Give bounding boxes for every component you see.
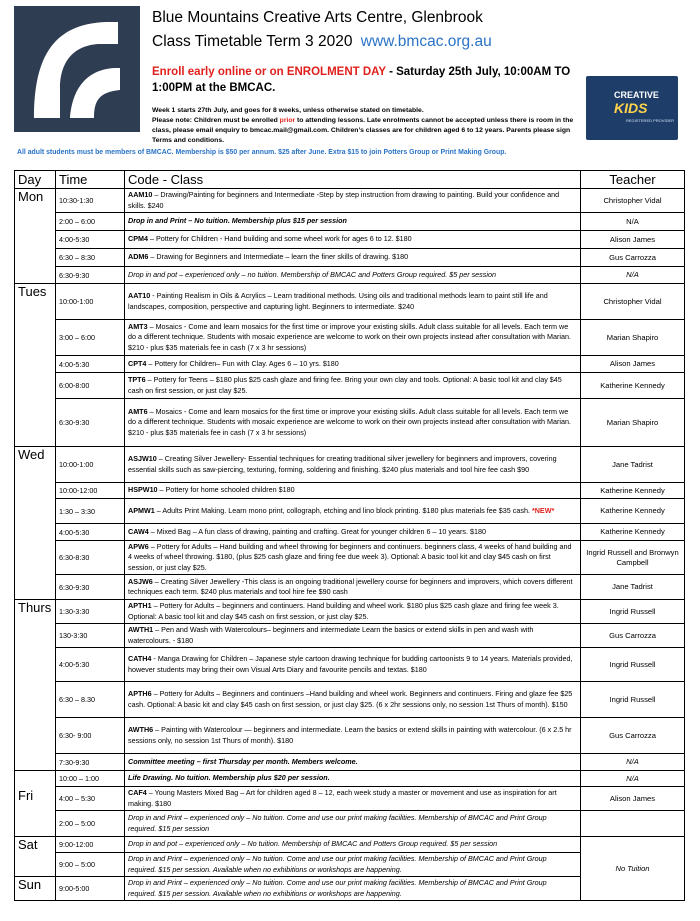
table-row — [15, 231, 685, 249]
time-cell: 4:00-5:30 — [56, 648, 125, 682]
table-row — [15, 320, 685, 356]
time-cell: 1:30-3:30 — [56, 600, 125, 624]
teacher-cell: Marian Shapiro — [581, 320, 685, 356]
membership-note: All adult students must be members of BMCAC. Membership is $50 per annum. $25 after June. Extra $15 to join Potters Group or Print Making Group. — [17, 149, 507, 156]
day-fri: Fri — [15, 771, 56, 837]
class-cell — [125, 624, 581, 648]
table-row — [15, 541, 685, 575]
website-link[interactable]: www.bmcac.org.au — [360, 33, 492, 50]
note-please-part1: Please note: Children must be enrolled — [152, 117, 280, 124]
time-cell: 7:30-9:30 — [56, 754, 125, 771]
class-cell — [125, 447, 581, 483]
class-desc: – Pottery for Adults – Beginners and continuers –Hand building and wheel work. Beginners and continuers. Firing and glaze fee $25 cash. Optional: A basic kit and clay $45 cash on first session, or just clay $25. (6 x 2hr sessions only, no session 1st Thurs of month). $150 — [128, 689, 573, 709]
class-code: ASJW6 — [128, 576, 153, 586]
time-cell: 2:00 – 6:00 — [56, 213, 125, 231]
class-desc: – Drawing/Painting for beginners and Intermediate -Step by step instruction from drawing to painting. Build your confidence and skills. $240 — [128, 190, 560, 210]
bmcac-logo — [14, 6, 140, 132]
time-cell: 1:30 – 3:30 — [56, 499, 125, 524]
class-code: ADM6 — [128, 252, 149, 262]
class-desc: – Pottery for home schooled children $180 — [157, 485, 295, 495]
class-code: AMT6 — [128, 406, 148, 416]
class-code: CAW4 — [128, 526, 149, 536]
table-row — [15, 624, 685, 648]
class-desc: – Creating Silver Jewellery -This class is an ongoing traditional jewellery course for beginners and improvers, which covers different techniques each term. $240 plus materials and tool hire fee $90 cash — [128, 576, 573, 596]
class-desc: - Painting Realism in Oils & Acrylics – Learn traditional methods. Using oils and traditional methods learn to paint still life and landscapes, composition, perspective and capturing light. Beginners to intermediate. $240 — [128, 291, 548, 311]
table-row — [15, 356, 685, 373]
class-desc: – Mixed Bag – A fun class of drawing, painting and crafting. Great for younger children 6 – 10 years. $180 — [148, 526, 486, 536]
table-row — [15, 600, 685, 624]
day-wed: Wed — [15, 447, 56, 600]
table-row — [15, 575, 685, 600]
badge-line2: KIDS — [614, 100, 648, 116]
class-code: TPT6 — [128, 375, 146, 384]
class-cell — [125, 682, 581, 718]
header-time: Time — [56, 171, 125, 189]
teacher-cell: Jane Tadrist — [581, 447, 685, 483]
class-code: APW6 — [128, 541, 149, 551]
teacher-cell — [581, 811, 685, 837]
time-cell: 9:00 – 5:00 — [56, 853, 125, 877]
table-row — [15, 373, 685, 399]
teacher-cell: Katherine Kennedy — [581, 499, 685, 524]
time-cell: 10:00-1:00 — [56, 284, 125, 320]
teacher-cell: Gus Carrozza — [581, 718, 685, 754]
class-desc: – Drawing for Beginners and Intermediate – learn the finer skills of drawing. $180 — [148, 252, 409, 262]
day-thurs: Thurs — [15, 600, 56, 771]
table-row — [15, 399, 685, 447]
class-cell — [125, 231, 581, 249]
page-subtitle — [152, 32, 492, 52]
time-cell: 4:00-5:30 — [56, 356, 125, 373]
class-code: AWTH6 — [128, 725, 154, 734]
class-desc: – Mosaics - Come and learn mosaics for the first time or improve your existing skills. Adult class suitable for all levels. Each term we do a different technique. Students with mosaic experience are welcome to work on their own projects instead after consultation with Marian. $210 - plus $35 materials fee in cash (7 x 3 hr sessions) — [128, 321, 571, 352]
timetable — [14, 170, 685, 901]
header-day: Day — [15, 171, 56, 189]
class-code: CATH4 — [128, 654, 152, 663]
time-cell: 4:00-5:30 — [56, 524, 125, 541]
class-cell — [125, 399, 581, 447]
time-cell: 6:30 – 8.30 — [56, 682, 125, 718]
table-row — [15, 524, 685, 541]
class-desc: – Pottery for Teens – $180 plus $25 cash glaze and firing fee. Bring your own clay and tools. Optional: A basic tool kit and clay $45 cash on first session, or just clay $25. — [128, 375, 562, 395]
teacher-cell: N/A — [581, 267, 685, 284]
badge-line1: CREATIVE — [614, 90, 659, 100]
class-cell: Committee meeting – first Thursday per month. Members welcome. — [125, 754, 581, 771]
teacher-cell: Gus Carrozza — [581, 624, 685, 648]
day-mon: Mon — [15, 189, 56, 284]
table-row — [15, 787, 685, 811]
class-code: AMT3 — [128, 321, 148, 331]
class-cell — [125, 249, 581, 267]
table-row — [15, 267, 685, 284]
class-cell — [125, 483, 581, 499]
time-cell: 3:00 – 6:00 — [56, 320, 125, 356]
enroll-details: - Saturday 25th July, 10:00AM TO 1:00PM at the BMCAC. — [152, 66, 571, 94]
teacher-cell: Ingrid Russell — [581, 682, 685, 718]
table-row — [15, 771, 685, 787]
table-row — [15, 837, 685, 853]
day-sat: Sat — [15, 837, 56, 877]
class-code: CPM4 — [128, 234, 148, 244]
teacher-cell-no-tuition: No Tuition — [581, 837, 685, 901]
class-code: APMW1 — [128, 505, 155, 515]
teacher-cell: N/A — [581, 754, 685, 771]
table-row — [15, 811, 685, 837]
note-week1: Week 1 starts 27th July, and goes for 8 weeks, unless otherwise stated on timetable. — [152, 107, 424, 114]
note-please-part2: to attending lessons. Late enrolments cannot be accepted unless there is room in the class, please email enquiry to bmcac.mail@gmail.com. Children’s classes are for children aged 6 to 12 years. Parents please sign Terms and conditions. — [152, 117, 574, 144]
table-row — [15, 499, 685, 524]
table-row — [15, 682, 685, 718]
time-cell: 6:30-9:30 — [56, 399, 125, 447]
note-please — [152, 116, 584, 146]
class-cell — [125, 575, 581, 600]
class-code: AAM10 — [128, 190, 153, 199]
header-teacher: Teacher — [581, 171, 685, 189]
class-cell: Drop in and pot – experienced only – no tuition. Membership of BMCAC and Potters Group required. $5 per session — [125, 267, 581, 284]
teacher-cell: Christopher Vidal — [581, 284, 685, 320]
class-code: ASJW10 — [128, 454, 157, 463]
time-cell: 6:30- 9:00 — [56, 718, 125, 754]
teacher-cell: Katherine Kennedy — [581, 524, 685, 541]
time-cell: 9:00-12:00 — [56, 837, 125, 853]
class-cell — [125, 499, 581, 524]
class-cell — [125, 600, 581, 624]
class-cell — [125, 648, 581, 682]
teacher-cell: Ingrid Russell and Bronwyn Campbell — [581, 541, 685, 575]
class-desc: – Mosaics - Come and learn mosaics for the first time or improve your existing skills. Adult class suitable for all levels. Each term we do a different technique. Students with mosaic experience are welcome to work on their own projects instead after consultation with Marian. $210 - plus $35 materials fee in cash (7 x 3 hr sessions) — [128, 406, 571, 437]
class-code: HSPW10 — [128, 485, 158, 495]
creative-kids-badge — [586, 76, 678, 140]
teacher-cell: Ingrid Russell — [581, 648, 685, 682]
notes-block — [152, 106, 584, 146]
time-cell: 6:30-8:30 — [56, 541, 125, 575]
day-tues: Tues — [15, 284, 56, 447]
time-cell: 6:30 – 8:30 — [56, 249, 125, 267]
class-cell: Drop in and Print – experienced only – No tuition. Come and use our print making facilities. Membership of BMCAC and Print Group required. $15 per session — [125, 811, 581, 837]
teacher-cell: Alison James — [581, 231, 685, 249]
class-code: CAF4 — [128, 788, 147, 797]
header-code: Code - Class — [125, 171, 581, 189]
time-cell: 4:00 – 5:30 — [56, 787, 125, 811]
teacher-cell: Katherine Kennedy — [581, 483, 685, 499]
class-cell — [125, 356, 581, 373]
page-header — [0, 0, 700, 170]
class-cell — [125, 373, 581, 399]
new-badge: *NEW* — [531, 505, 555, 515]
class-desc: – Pottery for Adults – beginners and continuers. Hand building and wheel work. $180 plus $25 cash glaze and firing fee week 3. Optional: A basic tool kit and clay $45 cash on first session, or just clay $25. — [128, 601, 559, 621]
class-desc: – Creating Silver Jewellery- Essential techniques for creating traditional silver jewellery for beginners and improvers, covering essential skills such as saw-piercing, texturing, forming, soldering and finishing. $240 plus materials and tool hire fee cash $90 — [128, 454, 557, 474]
term-title: Class Timetable Term 3 2020 — [152, 33, 353, 50]
badge-line3: REGISTERED PROVIDER — [626, 118, 675, 123]
teacher-cell: N/A — [581, 771, 685, 787]
table-row — [15, 447, 685, 483]
class-cell — [125, 787, 581, 811]
table-row — [15, 648, 685, 682]
class-cell: Drop in and Print – experienced only – No tuition. Come and use our print making facilities. Membership of BMCAC and Print Group required. $15 per session. Available when no exhibitions or workshops are happening. — [125, 877, 581, 901]
teacher-cell: N/A — [581, 213, 685, 231]
class-cell — [125, 524, 581, 541]
teacher-cell: Jane Tadrist — [581, 575, 685, 600]
class-code: APTH6 — [128, 689, 152, 698]
table-row — [15, 284, 685, 320]
table-row — [15, 718, 685, 754]
time-cell: 130-3:30 — [56, 624, 125, 648]
table-row — [15, 249, 685, 267]
day-sun: Sun — [15, 877, 56, 901]
class-desc: – Painting with Watercolour — beginners and intermediate. Learn the basics or extend skills in painting with watercolour. (6 x 2.5 hr sessions only, no session 1st Thurs of month). $180 — [128, 725, 572, 745]
class-cell: Drop in and Print – experienced only – No tuition. Come and use our print making facilities. Membership of BMCAC and Print Group required. $15 per session. Available when no exhibitions or workshops are happening. — [125, 853, 581, 877]
table-row — [15, 189, 685, 213]
class-cell — [125, 541, 581, 575]
teacher-cell: Christopher Vidal — [581, 189, 685, 213]
class-cell — [125, 189, 581, 213]
enroll-highlight: Enroll early online or on ENROLMENT DAY — [152, 66, 386, 78]
time-cell: 6:30-9:30 — [56, 267, 125, 284]
class-desc: - Manga Drawing for Children – Japanese style cartoon drawing technique for budding cartoonists 9 to 14 years. Materials provided, however students may bring their own Visual Arts Diary and favourite pencils and textas. $180 — [128, 654, 573, 674]
time-cell: 2:00 – 5:00 — [56, 811, 125, 837]
time-cell: 9:00-5:00 — [56, 877, 125, 901]
teacher-cell: Ingrid Russell — [581, 600, 685, 624]
teacher-cell: Marian Shapiro — [581, 399, 685, 447]
table-header-row — [15, 171, 685, 189]
class-cell: Drop in and pot – experienced only – No tuition. Membership of BMCAC and Potters Group required. $5 per session — [125, 837, 581, 853]
page-title: Blue Mountains Creative Arts Centre, Glenbrook — [152, 9, 483, 26]
note-prior: prior — [279, 117, 296, 124]
class-desc: – Young Masters Mixed Bag – Art for children aged 8 – 12, each week study a master or movement and use as inspiration for art making. $180 — [128, 788, 557, 808]
class-code: APTH1 — [128, 601, 152, 610]
time-cell: 10:30-1:30 — [56, 189, 125, 213]
class-desc: – Pottery for Adults – Hand building and wheel throwing for beginners and continuers. beginners class, 4 weeks of hand building and 4 weeks of wheel throwing. $180, (plus $25 cash glaze and firing fee due week 3). Optional: A basic tool kit and clay $45 cash on first session, or just clay $25. — [128, 541, 572, 572]
class-code: AAT10 — [128, 291, 151, 300]
class-desc: – Pottery for Children– Fun with Clay. Ages 6 – 10 yrs. $180 — [146, 358, 339, 368]
class-code: AWTH1 — [128, 625, 154, 634]
table-row — [15, 213, 685, 231]
class-cell — [125, 284, 581, 320]
time-cell: 4:00-5:30 — [56, 231, 125, 249]
class-code: CPT4 — [128, 358, 147, 368]
class-desc: – Adults Print Making. Learn mono print, collograph, etching and lino block printing. $180 plus materials fee $35 cash. — [154, 505, 532, 515]
time-cell: 10:00 – 1:00 — [56, 771, 125, 787]
time-cell: 6:30-9:30 — [56, 575, 125, 600]
time-cell: 10:00-12:00 — [56, 483, 125, 499]
enrolment-notice — [152, 64, 572, 96]
class-cell: Life Drawing. No tuition. Membership plus $20 per session. — [125, 771, 581, 787]
teacher-cell: Alison James — [581, 787, 685, 811]
table-row — [15, 754, 685, 771]
class-cell — [125, 320, 581, 356]
teacher-cell: Gus Carrozza — [581, 249, 685, 267]
teacher-cell: Katherine Kennedy — [581, 373, 685, 399]
class-desc: – Pottery for Children - Hand building and some wheel work for ages 6 to 12. $180 — [147, 234, 412, 244]
class-desc: – Pen and Wash with Watercolours– beginners and intermediate Learn the basics or extend skills in pen and wash with watercolours. - $180 — [128, 625, 534, 645]
time-cell: 6:00-8:00 — [56, 373, 125, 399]
teacher-cell: Alison James — [581, 356, 685, 373]
table-row — [15, 483, 685, 499]
class-cell: Drop in and Print – No tuition. Membership plus $15 per session — [125, 213, 581, 231]
class-cell — [125, 718, 581, 754]
time-cell: 10:00-1:00 — [56, 447, 125, 483]
